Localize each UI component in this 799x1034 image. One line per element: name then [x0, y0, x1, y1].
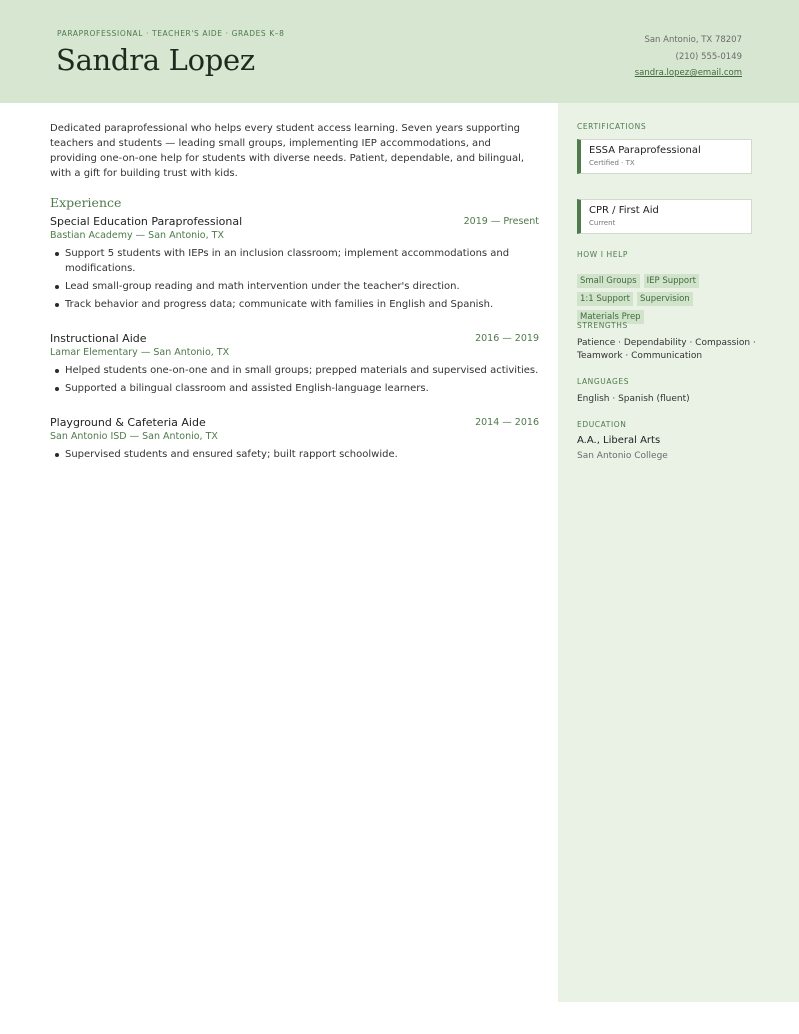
section-label-languages: LANGUAGES — [577, 377, 630, 386]
section-label-how-i-help: HOW I HELP — [577, 250, 629, 259]
main-column — [50, 121, 539, 465]
certification-name: ESSA Paraprofessional — [589, 145, 701, 156]
job-dates: 2016 — 2019 — [475, 333, 539, 344]
job-entry — [50, 332, 539, 396]
bullet-item: Supervised students and ensured safety; built rapport schoolwide. — [50, 447, 539, 462]
languages-list: English · Spanish (fluent) — [577, 394, 690, 404]
job-dates: 2014 — 2016 — [475, 417, 539, 428]
phone: (210) 555-0149 — [675, 51, 742, 62]
section-label-strengths: STRENGTHS — [577, 321, 628, 330]
email-link[interactable]: sandra.lopez@email.com — [634, 68, 742, 78]
section-label-certifications: CERTIFICATIONS — [577, 122, 647, 131]
strengths-list: Patience · Dependability · Compassion · Teamwork · Communication — [577, 338, 756, 361]
job-organization: Lamar Elementary — San Antonio, TX — [50, 347, 230, 358]
job-bullets — [50, 363, 539, 396]
job-entry — [50, 215, 539, 312]
bullet-item: Support 5 students with IEPs in an inclusion classroom; implement accommodations and modifications. — [50, 246, 539, 276]
job-bullets — [50, 447, 539, 462]
bullet-item: Supported a bilingual classroom and assisted English-language learners. — [50, 381, 539, 396]
section-label-education: EDUCATION — [577, 420, 627, 429]
job-title: Playground & Cafeteria Aide — [50, 416, 206, 429]
location: San Antonio, TX 78207 — [644, 35, 742, 45]
skill-tag: Materials Prep — [577, 310, 644, 324]
tagline: PARAPROFESSIONAL · TEACHER'S AIDE · GRADES K–8 — [57, 29, 285, 38]
certification-detail: Certified · TX — [589, 159, 635, 167]
job-bullets — [50, 246, 539, 312]
certification-card — [577, 139, 752, 174]
job-title: Instructional Aide — [50, 332, 147, 345]
section-title-experience: Experience — [50, 195, 122, 210]
education-school: San Antonio College — [577, 451, 668, 461]
bullet-item: Lead small-group reading and math intervention under the teacher's direction. — [50, 279, 539, 294]
certification-name: CPR / First Aid — [589, 205, 659, 216]
bullet-item: Track behavior and progress data; communicate with families in English and Spanish. — [50, 297, 539, 312]
contact-info — [635, 32, 742, 82]
job-organization: Bastian Academy — San Antonio, TX — [50, 230, 224, 241]
skill-tag: Small Groups — [577, 274, 640, 288]
skill-tag: Supervision — [637, 292, 693, 306]
resume-header — [0, 0, 799, 103]
job-dates: 2019 — Present — [463, 216, 539, 227]
job-organization: San Antonio ISD — San Antonio, TX — [50, 431, 218, 442]
education-degree: A.A., Liberal Arts — [577, 435, 661, 446]
job-entry — [50, 416, 539, 462]
certification-card — [577, 199, 752, 234]
skill-tag: IEP Support — [644, 274, 699, 288]
certification-detail: Current — [589, 219, 616, 227]
skill-tag: 1:1 Support — [577, 292, 633, 306]
summary: Dedicated paraprofessional who helps every student access learning. Seven years supporting teachers and students — leading small groups, implementing IEP accommodations, and providing one-on-one help for students with diverse needs. Patient, dependable, and bilingual, with a gift for building trust with kids. — [50, 123, 525, 179]
job-title: Special Education Paraprofessional — [50, 215, 243, 228]
bullet-item: Helped students one-on-one and in small groups; prepped materials and supervised activities. — [50, 363, 539, 378]
candidate-name: Sandra Lopez — [56, 43, 255, 77]
sidebar — [558, 103, 799, 1002]
help-tags — [577, 274, 757, 324]
